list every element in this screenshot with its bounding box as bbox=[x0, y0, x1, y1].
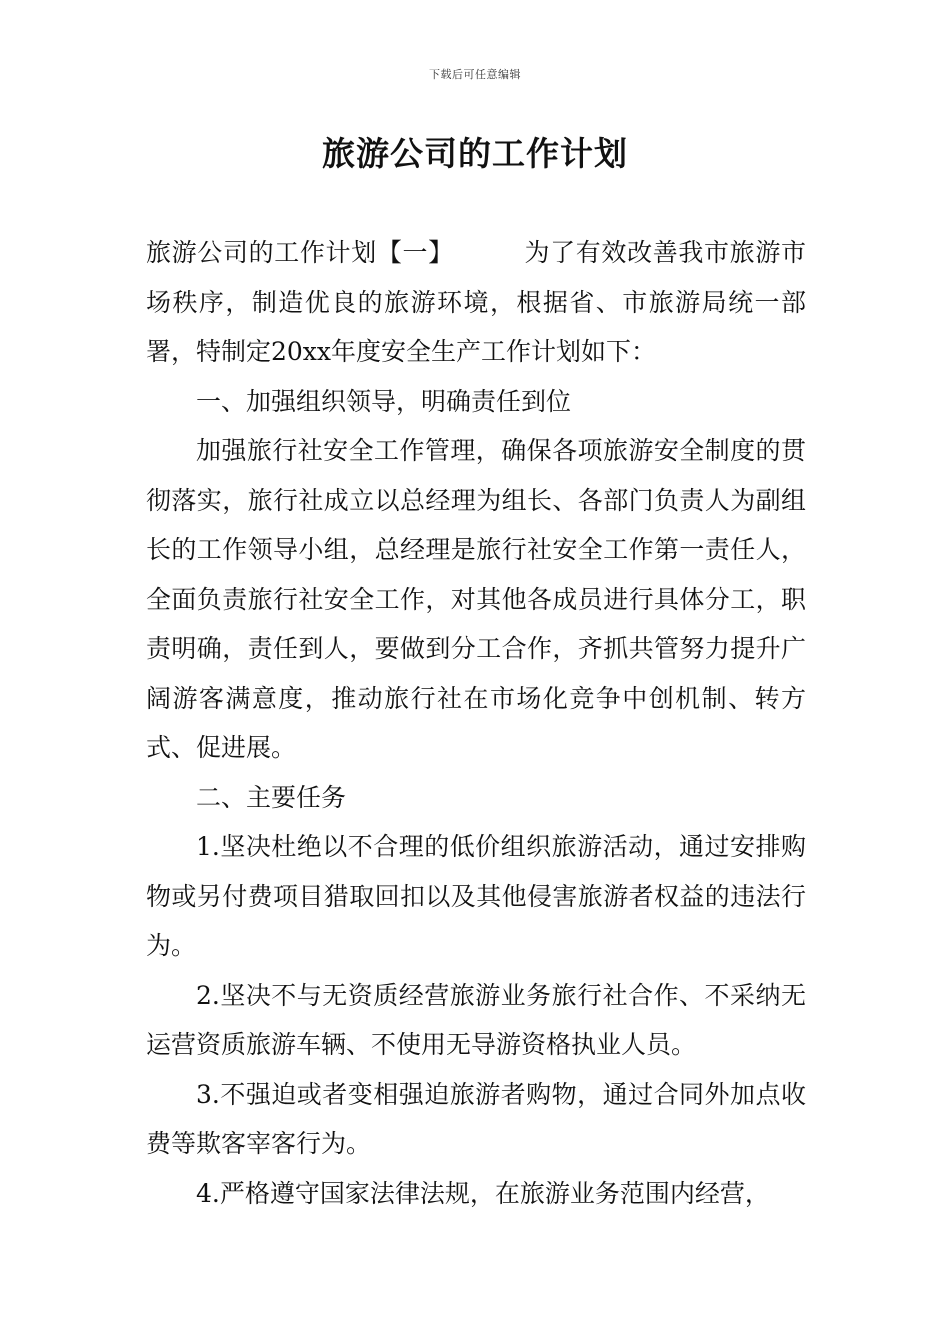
section2-item: 2.坚决不与无资质经营旅游业务旅行社合作、不采纳无运营资质旅游车辆、不使用无导游资格执业人员。 bbox=[146, 980, 806, 1059]
intro-text: 为了有效改善我市旅游市场秩序，制造优良的旅游环境，根据省、市旅游局统一部署，特制定20xx年度安全生产工作计划如下： bbox=[146, 238, 806, 366]
section2-item: 4.严格遵守国家法律法规，在旅游业务范围内经营， bbox=[196, 1178, 770, 1208]
intro-lead: 旅游公司的工作计划【一】 bbox=[146, 238, 454, 267]
document-title: 旅游公司的工作计划 bbox=[322, 134, 628, 173]
header-note: 下载后可任意编辑 bbox=[429, 68, 521, 81]
intro-paragraph bbox=[146, 228, 806, 377]
section1-heading: 一、加强组织领导，明确责任到位 bbox=[196, 386, 572, 416]
section2-heading: 二、主要任务 bbox=[196, 782, 347, 812]
section1-body: 加强旅行社安全工作管理，确保各项旅游安全制度的贯彻落实，旅行社成立以总经理为组长、各部门负责人为副组长的工作领导小组，总经理是旅行社安全工作第一责任人，全面负责旅行社安全工作，对其他各成员进行具体分工，职责明确，责任到人，要做到分工合作，齐抓共管努力提升广阔游客满意度，推动旅行社在市场化竞争中创机制、转方式、促进展。 bbox=[146, 436, 806, 762]
section2-item: 1.坚决杜绝以不合理的低价组织旅游活动，通过安排购物或另付费项目猎取回扣以及其他侵害旅游者权益的违法行为。 bbox=[146, 832, 806, 960]
section2-item: 3.不强迫或者变相强迫旅游者购物，通过合同外加点收费等欺客宰客行为。 bbox=[146, 1079, 806, 1158]
document-body bbox=[146, 228, 806, 1218]
